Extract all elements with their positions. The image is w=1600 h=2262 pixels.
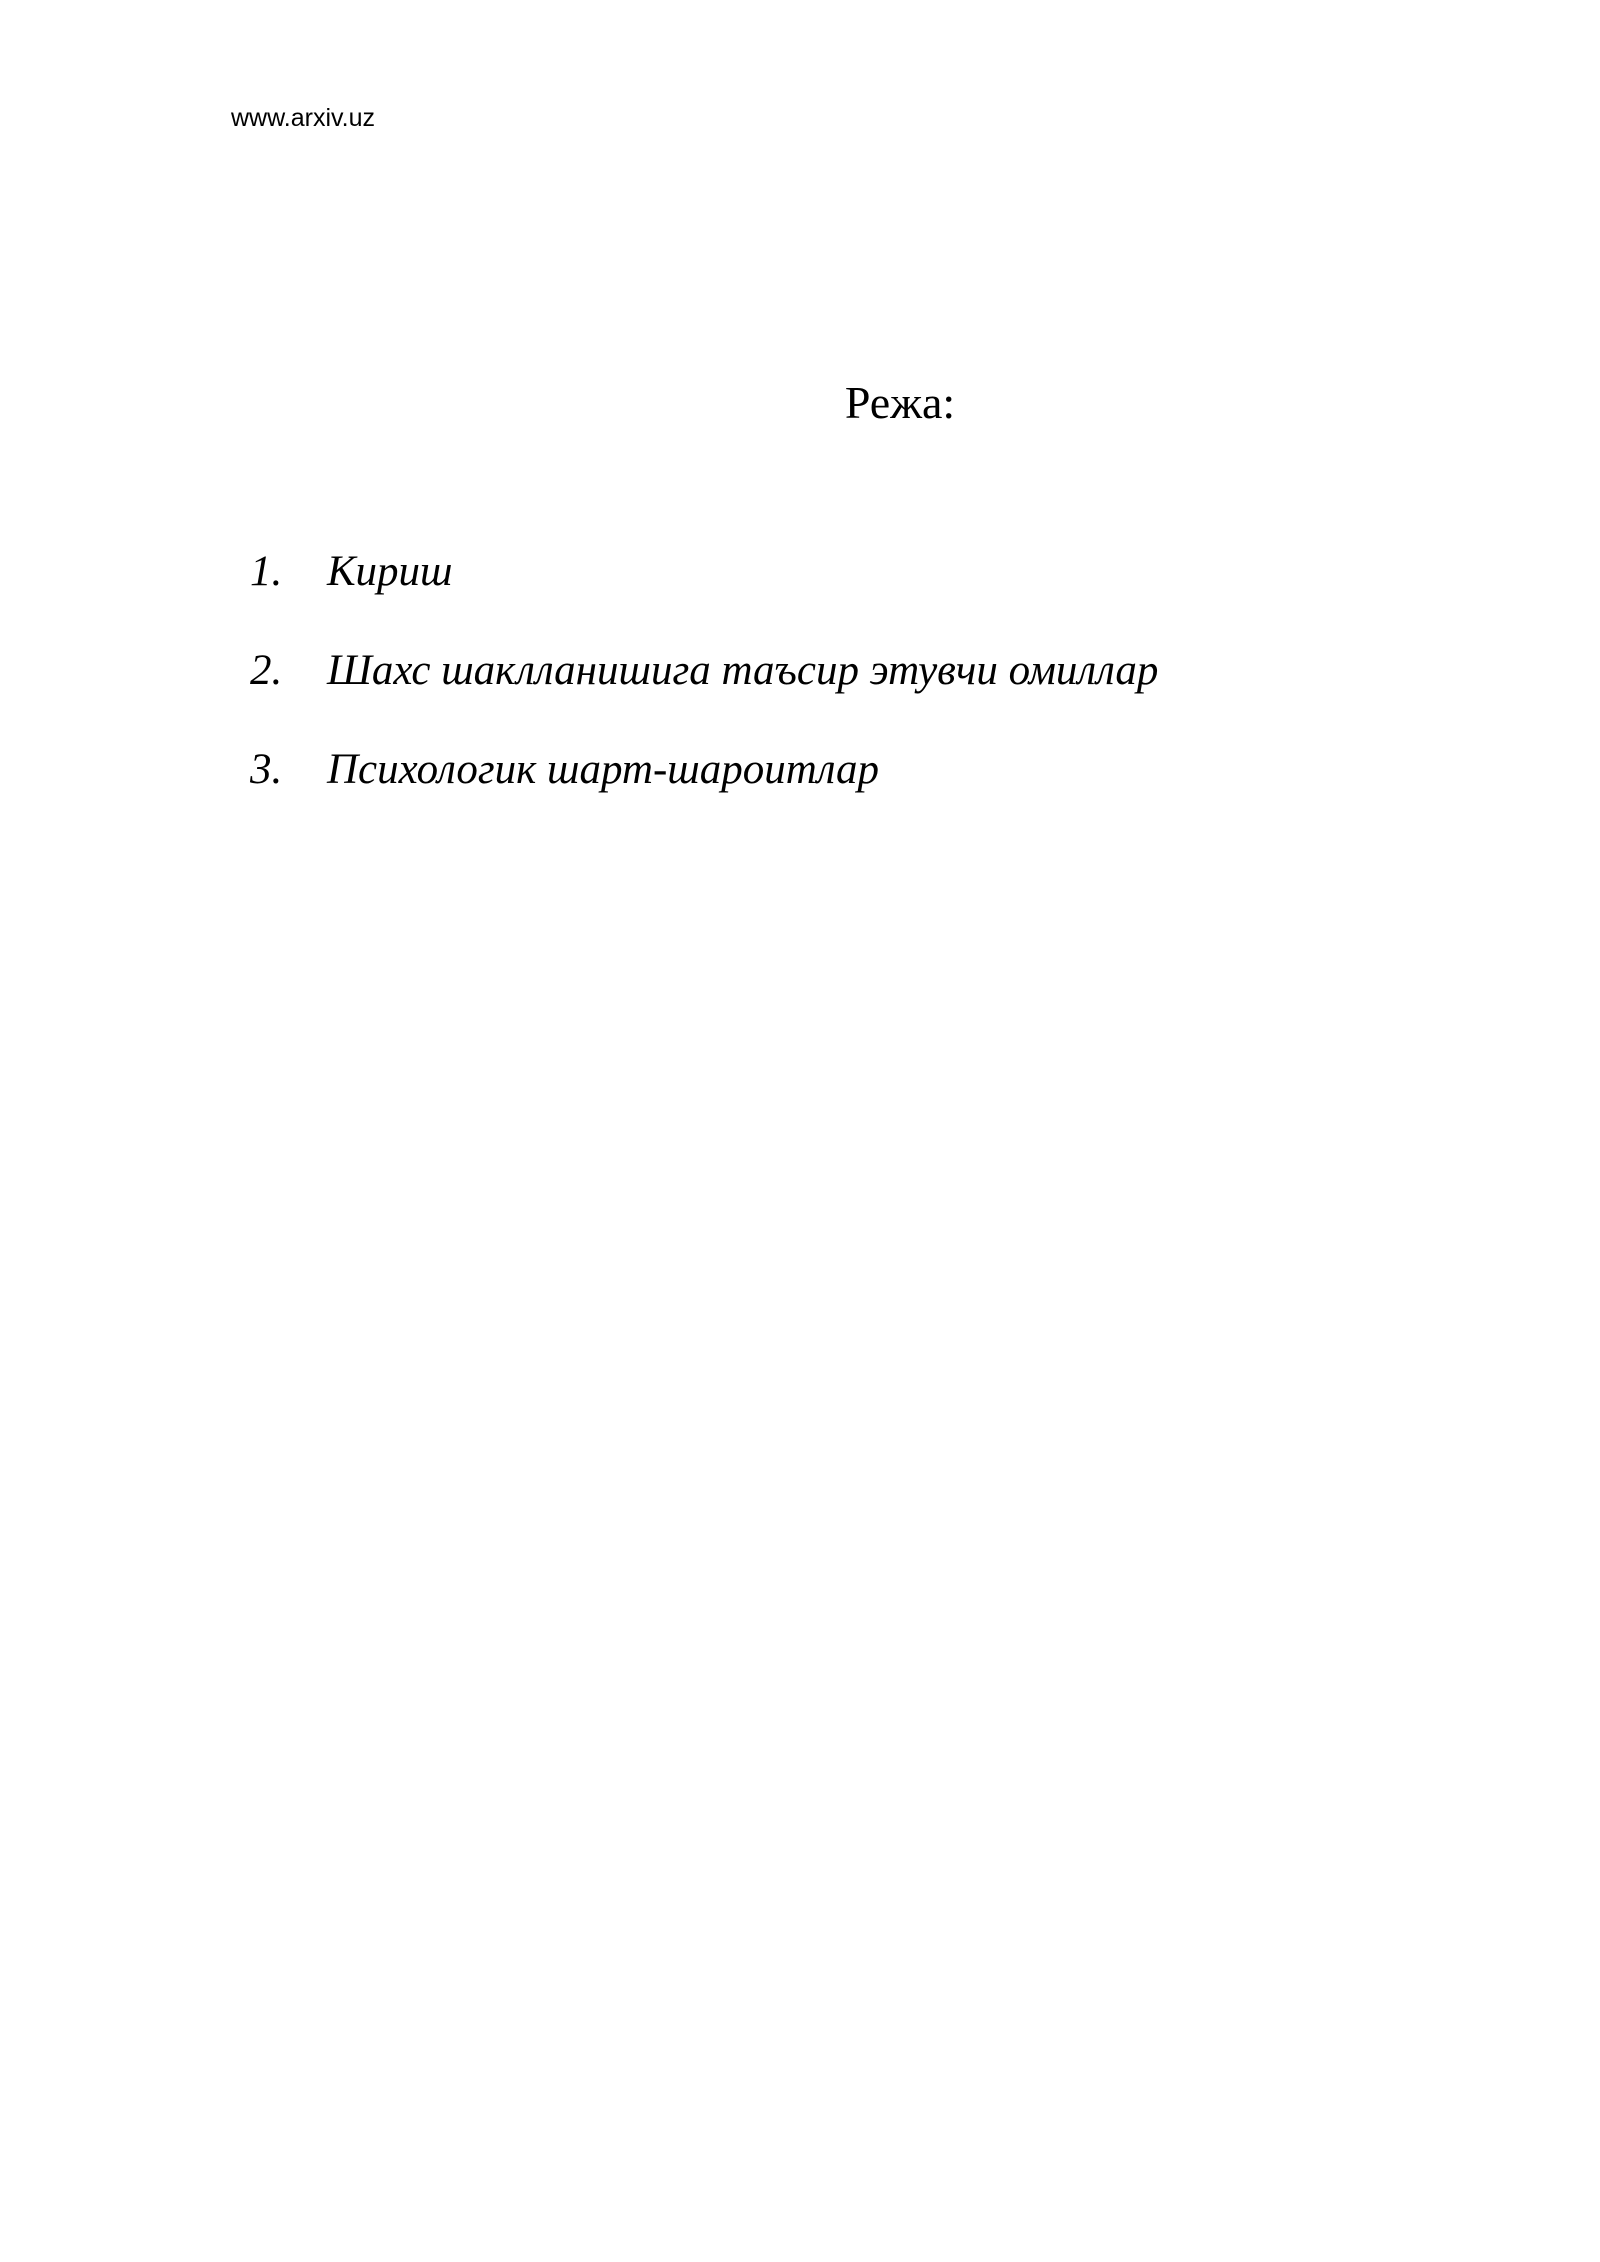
list-item-text: Психологик шарт-шароитлар — [327, 746, 880, 793]
list-item-number: 1. — [250, 548, 283, 595]
list-item — [250, 550, 1158, 649]
plan-list — [250, 550, 1158, 847]
list-item-number: 3. — [250, 746, 283, 793]
site-url-header: www.arxiv.uz — [231, 104, 376, 132]
list-item-text: Шахс шаклланишига таъсир этувчи омиллар — [327, 647, 1159, 694]
list-item — [250, 649, 1158, 748]
page-title: Режа: — [844, 377, 956, 428]
list-item — [250, 748, 1158, 847]
list-item-text: Кириш — [327, 548, 453, 595]
list-item-number: 2. — [250, 647, 283, 694]
